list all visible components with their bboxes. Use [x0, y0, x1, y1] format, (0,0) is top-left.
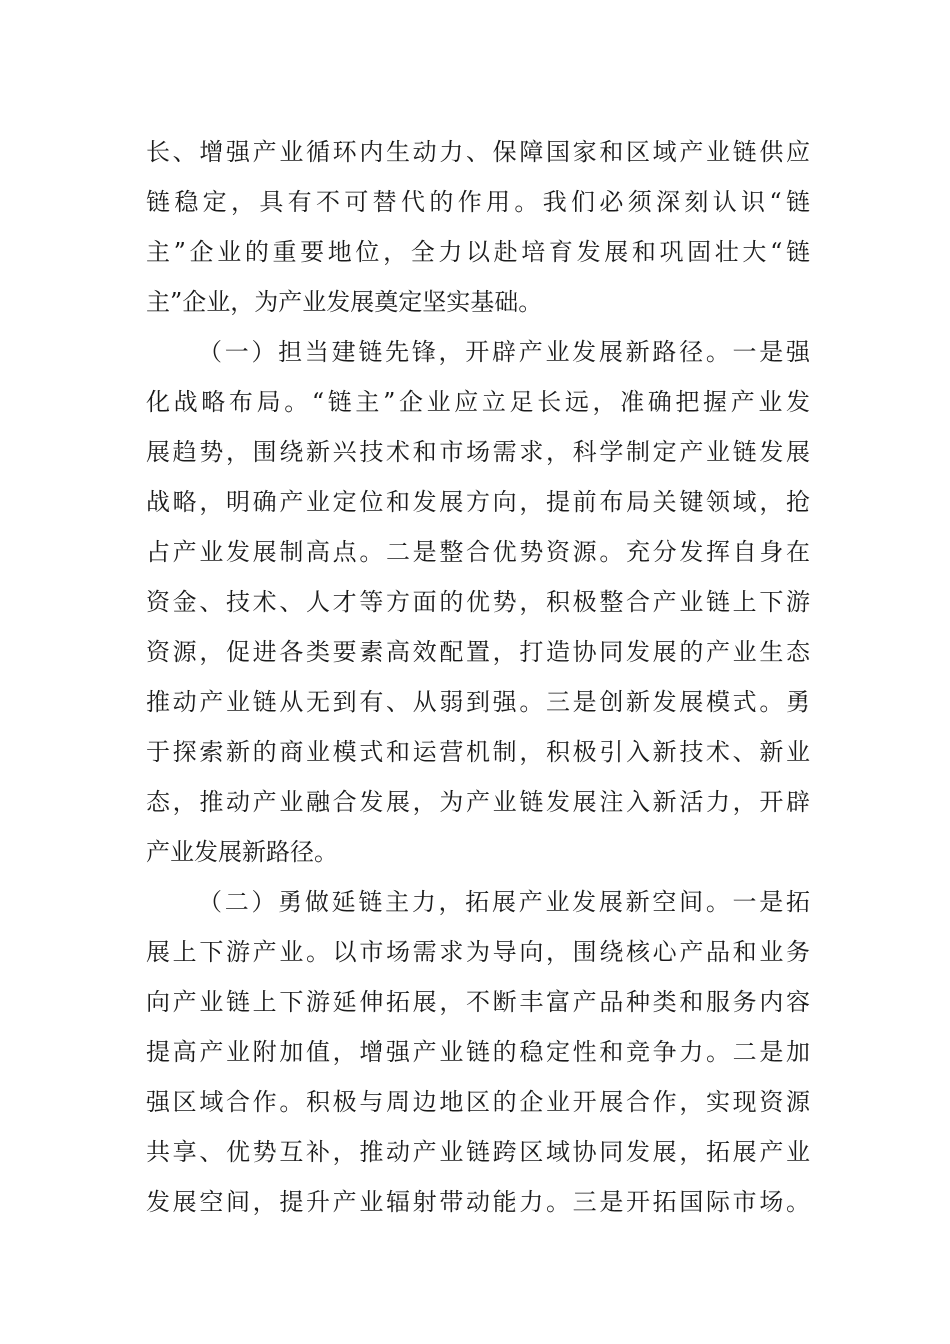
text-line: 主”企业，为产业发展奠定坚实基础。	[146, 288, 543, 316]
text-line: 向产业链上下游延伸拓展，不断丰富产品种类和服务内容	[146, 988, 810, 1016]
text-line: 展趋势，围绕新兴技术和市场需求，科学制定产业链发展	[146, 438, 810, 466]
section-heading-line: （一）担当建链先锋，开辟产业发展新路径。一是强	[198, 338, 810, 366]
text-line: 产业发展新路径。	[146, 838, 338, 866]
text-line: 态，推动产业融合发展，为产业链发展注入新活力，开辟	[146, 788, 810, 816]
text-line: 展上下游产业。以市场需求为导向，围绕核心产品和业务	[146, 938, 810, 966]
text-line: 共享、优势互补，推动产业链跨区域协同发展，拓展产业	[146, 1138, 810, 1166]
text-line: 于探索新的商业模式和运营机制，积极引入新技术、新业	[146, 738, 810, 766]
text-line: 链稳定，具有不可替代的作用。我们必须深刻认识“链	[146, 188, 810, 216]
text-line: 提高产业附加值，增强产业链的稳定性和竞争力。二是加	[146, 1038, 810, 1066]
text-line: 主”企业的重要地位，全力以赴培育发展和巩固壮大“链	[146, 238, 810, 266]
text-line: 强区域合作。积极与周边地区的企业开展合作，实现资源	[146, 1088, 810, 1116]
text-line: 发展空间，提升产业辐射带动能力。三是开拓国际市场。	[146, 1188, 810, 1216]
text-line: 战略，明确产业定位和发展方向，提前布局关键领域，抢	[146, 488, 810, 516]
text-line: 资源，促进各类要素高效配置，打造协同发展的产业生态	[146, 638, 810, 666]
section-heading-line: （二）勇做延链主力，拓展产业发展新空间。一是拓	[198, 888, 810, 916]
body-text	[146, 127, 810, 1227]
text-line: 推动产业链从无到有、从弱到强。三是创新发展模式。勇	[146, 688, 810, 716]
text-line: 占产业发展制高点。二是整合优势资源。充分发挥自身在	[146, 538, 810, 566]
text-line: 化战略布局。“链主”企业应立足长远，准确把握产业发	[146, 388, 810, 416]
text-line: 长、增强产业循环内生动力、保障国家和区域产业链供应	[146, 138, 810, 166]
text-line: 资金、技术、人才等方面的优势，积极整合产业链上下游	[146, 588, 810, 616]
